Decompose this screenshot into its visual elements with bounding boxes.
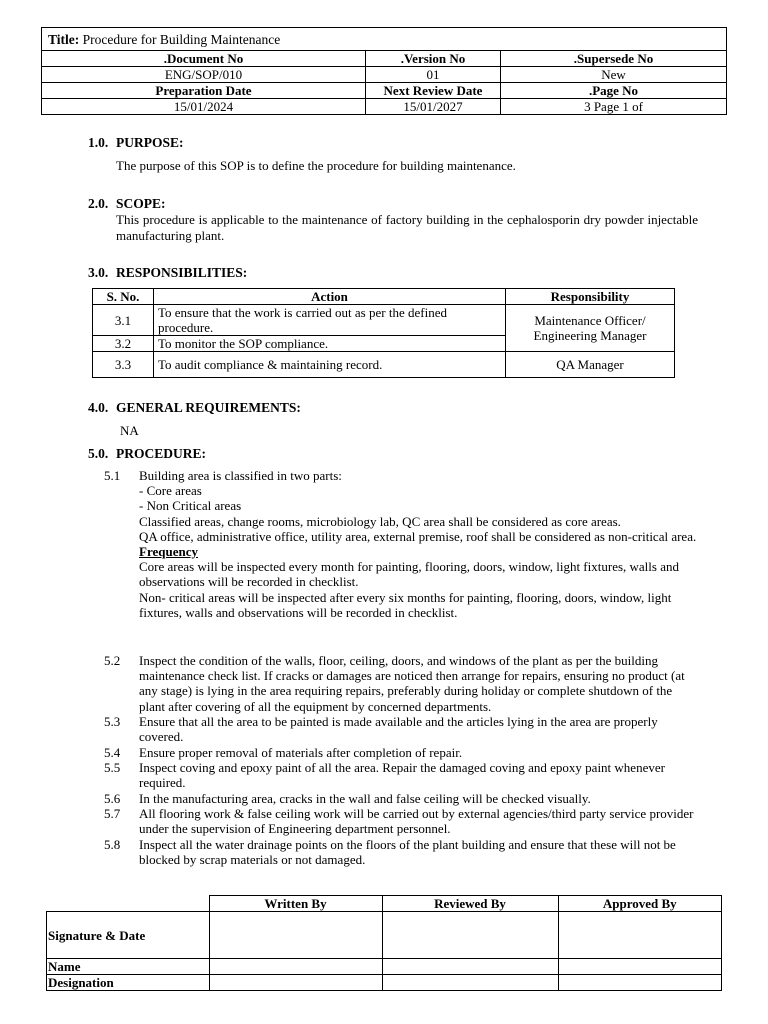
- title-cell: [42, 28, 727, 51]
- step-text: Inspect the condition of the walls, floor, ceiling, doors, and windows of the plant as per the building maintenance check list. If cracks or damages are noticed then arrange for repairs, ensuring no product (at any stage) is lying in the area requiring repairs, preferably during holiday or complete shutdown of the plant after covering of all the equipment by concerned departments.: [139, 653, 685, 714]
- page-no-label: .Page No: [501, 83, 727, 99]
- step-body: [139, 468, 699, 620]
- column-header-responsibility: Responsibility: [506, 289, 675, 305]
- document-header-table: [41, 27, 727, 115]
- document-no-label: .Document No: [42, 51, 366, 67]
- responsibility-cell: Maintenance Officer/ Engineering Manager: [506, 305, 675, 352]
- table-row: [93, 305, 675, 336]
- title-value: Procedure for Building Maintenance: [82, 31, 281, 47]
- written-designation-cell: [209, 975, 382, 991]
- section-heading-scope: [88, 196, 166, 212]
- step-text: Inspect coving and epoxy paint of all the area. Repair the damaged coving and epoxy paint whenever required.: [139, 760, 665, 791]
- step-line: QA office, administrative office, utility area, external premise, roof shall be considered as non-critical area.: [139, 528, 697, 544]
- sno-cell: 3.1: [93, 305, 154, 336]
- approved-name-cell: [558, 959, 722, 975]
- document-no-value: ENG/SOP/010: [42, 67, 366, 83]
- action-cell: To ensure that the work is carried out as per the defined procedure.: [154, 305, 506, 336]
- sno-cell: 3.2: [93, 336, 154, 352]
- supersede-no-label: .Supersede No: [501, 51, 727, 67]
- name-label: Name: [47, 959, 210, 975]
- section-heading-responsibilities: [88, 265, 247, 281]
- version-no-value: 01: [366, 67, 501, 83]
- reviewed-name-cell: [382, 959, 558, 975]
- reviewed-signature-cell: [382, 912, 558, 959]
- scope-text: This procedure is applicable to the maintenance of factory building in the cephalosporin dry powder injectable manufacturing plant.: [116, 212, 698, 243]
- empty-corner-cell: [47, 896, 210, 912]
- approved-by-header: Approved By: [558, 896, 722, 912]
- step-number: 5.1: [104, 468, 121, 483]
- step-number: 5.2: [104, 653, 121, 668]
- general-requirements-text: NA: [120, 423, 139, 438]
- section-heading-general-requirements: [88, 400, 301, 416]
- step-text: Ensure that all the area to be painted is made available and the articles lying in the area are properly covered.: [139, 714, 658, 745]
- step-text: In the manufacturing area, cracks in the wall and false ceiling will be checked visually.: [139, 791, 591, 806]
- preparation-date-label: Preparation Date: [42, 83, 366, 99]
- step-text: All flooring work & false ceiling work will be carried out by external agencies/third party service provider under the supervision of Engineering department personnel.: [139, 806, 694, 837]
- title-label: Title:: [48, 31, 80, 47]
- step-text: Inspect all the water drainage points on the floors of the plant building and ensure that these will not be blocked by scrap materials or not damaged.: [139, 837, 676, 868]
- table-row: [93, 352, 675, 378]
- supersede-no-value: New: [501, 67, 727, 83]
- section-heading-purpose: [88, 135, 184, 151]
- reviewed-by-header: Reviewed By: [382, 896, 558, 912]
- sno-cell: 3.3: [93, 352, 154, 378]
- signoff-table: [46, 895, 722, 991]
- approved-designation-cell: [558, 975, 722, 991]
- section-number: 4.0.: [88, 400, 109, 415]
- page-no-value: 3 Page 1 of: [501, 99, 727, 115]
- step-line: - Non Critical areas: [139, 498, 242, 514]
- reviewed-designation-cell: [382, 975, 558, 991]
- step-number: 5.7: [104, 806, 121, 821]
- purpose-text: The purpose of this SOP is to define the procedure for building maintenance.: [116, 158, 516, 173]
- section-title: SCOPE:: [116, 196, 166, 211]
- responsibilities-table: [92, 288, 675, 378]
- step-number: 5.8: [104, 837, 121, 852]
- column-header-action: Action: [154, 289, 506, 305]
- written-name-cell: [209, 959, 382, 975]
- step-line: Core areas will be inspected every month for painting, flooring, doors, window, light fixtures, walls and observations will be recorded in checklist.: [139, 559, 679, 590]
- preparation-date-value: 15/01/2024: [42, 99, 366, 115]
- section-heading-procedure: [88, 446, 206, 462]
- section-number: 5.0.: [88, 446, 109, 461]
- step-text: Ensure proper removal of materials after completion of repair.: [139, 745, 463, 760]
- next-review-date-value: 15/01/2027: [366, 99, 501, 115]
- action-cell: To monitor the SOP compliance.: [154, 336, 506, 352]
- step-number: 5.4: [104, 745, 121, 760]
- section-number: 1.0.: [88, 135, 109, 150]
- action-cell: To audit compliance & maintaining record.: [154, 352, 506, 378]
- approved-signature-cell: [558, 912, 722, 959]
- step-line: Classified areas, change rooms, microbiology lab, QC area shall be considered as core areas.: [139, 513, 621, 529]
- section-title: RESPONSIBILITIES:: [116, 265, 248, 280]
- written-by-header: Written By: [209, 896, 382, 912]
- section-title: PURPOSE:: [116, 135, 184, 150]
- column-header-sno: S. No.: [93, 289, 154, 305]
- section-title: GENERAL REQUIREMENTS:: [116, 400, 301, 415]
- section-number: 2.0.: [88, 196, 109, 211]
- step-number: 5.5: [104, 760, 121, 775]
- step-line: Non- critical areas will be inspected after every six months for painting, flooring, doors, window, light fixtures, walls and observations will be recorded in checklist.: [139, 589, 672, 620]
- step-line: Building area is classified in two parts:: [139, 468, 342, 483]
- written-signature-cell: [209, 912, 382, 959]
- step-number: 5.3: [104, 714, 121, 729]
- version-no-label: .Version No: [366, 51, 501, 67]
- step-number: 5.6: [104, 791, 121, 806]
- section-number: 3.0.: [88, 265, 109, 280]
- section-title: PROCEDURE:: [116, 446, 206, 461]
- step-line: - Core areas: [139, 483, 202, 499]
- responsibility-cell: QA Manager: [506, 352, 675, 378]
- signature-date-label: Signature & Date: [47, 912, 210, 959]
- frequency-heading: Frequency: [139, 544, 198, 560]
- next-review-date-label: Next Review Date: [366, 83, 501, 99]
- designation-label: Designation: [47, 975, 210, 991]
